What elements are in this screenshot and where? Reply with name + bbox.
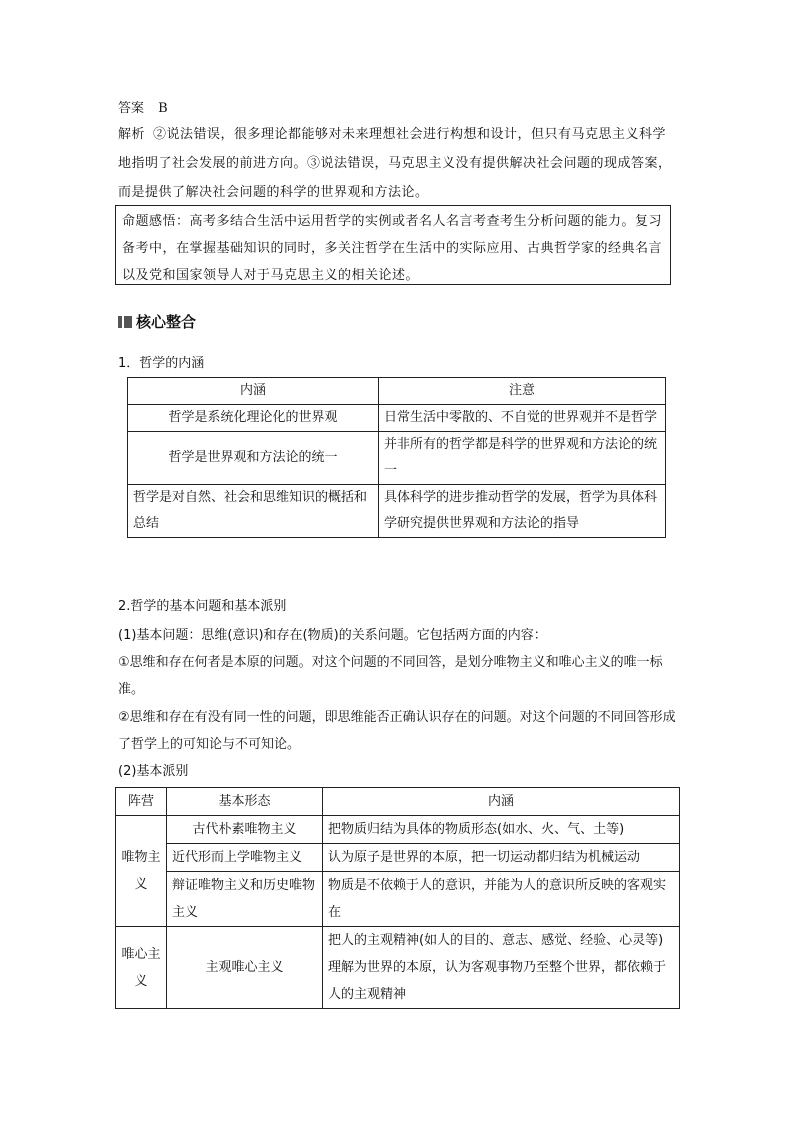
camp-cell: 唯心主义 — [116, 927, 167, 1009]
section-heading — [118, 311, 196, 332]
section-marker-icon — [118, 316, 132, 328]
part2-line3: ②思维和存在有没有同一性的问题，即思维能否正确认识存在的问题。对这个问题的不同回答形成了哲学上的可知论与不可知论。 — [118, 710, 676, 752]
table-row — [128, 485, 666, 538]
table-cell: 并非所有的哲学都是科学的世界观和方法论的统一 — [379, 432, 666, 485]
answer-label: 答案 — [118, 101, 145, 116]
table-row — [116, 844, 680, 872]
analysis-label: 解析 — [118, 127, 146, 142]
tip-label: 命题感悟： — [122, 214, 190, 229]
table-header: 基本形态 — [167, 788, 323, 816]
table-header: 注意 — [379, 378, 666, 405]
answer-value: B — [158, 101, 168, 116]
table-cell: 物质是不依赖于人的意识，并能为人的意识所反映的客观实在 — [323, 872, 680, 927]
table-cell: 把人的主观精神(如人的目的、意志、感觉、经验、心灵等)理解为世界的本原，认为客观事物乃至整个世界，都依赖于人的主观精神 — [323, 927, 680, 1009]
table-cell: 认为原子是世界的本原，把一切运动都归结为机械运动 — [323, 844, 680, 872]
table-cell: 主观唯心主义 — [167, 927, 323, 1009]
table-header: 内涵 — [323, 788, 680, 816]
section-title: 核心整合 — [136, 313, 197, 331]
part2-line1: (1)基本问题：思维(意识)和存在(物质)的关系问题。它包括两方面的内容： — [118, 628, 547, 643]
table-header-row — [128, 378, 666, 405]
table-cell: 近代形而上学唯物主义 — [167, 844, 323, 872]
camp-cell: 唯物主义 — [116, 816, 167, 927]
table-cell: 哲学是对自然、社会和思维知识的概括和总结 — [128, 485, 379, 538]
table-row — [116, 816, 680, 844]
answer-line — [118, 97, 168, 116]
table-cell: 辩证唯物主义和历史唯物主义 — [167, 872, 323, 927]
table-header-row — [116, 788, 680, 816]
part2-heading: 2.哲学的基本问题和基本派别 — [118, 599, 287, 614]
table-header: 内涵 — [128, 378, 379, 405]
philosophy-meaning-table — [127, 377, 666, 538]
part1-heading: 1．哲学的内涵 — [118, 356, 205, 371]
analysis-paragraph — [118, 120, 678, 207]
philosophy-schools-table — [115, 787, 680, 1009]
table-row — [128, 432, 666, 485]
part2-line4: (2)基本派别 — [118, 764, 189, 779]
table-row — [116, 927, 680, 1009]
table-row — [128, 405, 666, 432]
tip-box — [115, 205, 671, 285]
analysis-text: ②说法错误，很多理论都能够对未来理想社会进行构想和设计，但只有马克思主义科学地指明了社会发展的前进方向。③说法错误，马克思主义没有提供解决社会问题的现成答案，而是提供了解决社会问题的科学的世界观和方法论。 — [118, 127, 672, 200]
table-cell: 哲学是系统化理论化的世界观 — [128, 405, 379, 432]
part2-line2: ①思维和存在何者是本原的问题。对这个问题的不同回答，是划分唯物主义和唯心主义的唯一标准。 — [118, 655, 663, 697]
table-cell: 哲学是世界观和方法论的统一 — [128, 432, 379, 485]
table-cell: 把物质归结为具体的物质形态(如水、火、气、土等) — [323, 816, 680, 844]
tip-text: 高考多结合生活中运用哲学的实例或者名人名言考查考生分析问题的能力。复习备考中，在掌握基础知识的同时，多关注哲学在生活中的实际应用、古典哲学家的经典名言以及党和国家领导人对于马克思主义的相关论述。 — [122, 214, 663, 283]
table-cell: 古代朴素唯物主义 — [167, 816, 323, 844]
table-cell: 日常生活中零散的、不自觉的世界观并不是哲学 — [379, 405, 666, 432]
table-header: 阵营 — [116, 788, 167, 816]
table-cell: 具体科学的进步推动哲学的发展，哲学为具体科学研究提供世界观和方法论的指导 — [379, 485, 666, 538]
table-row — [116, 872, 680, 927]
